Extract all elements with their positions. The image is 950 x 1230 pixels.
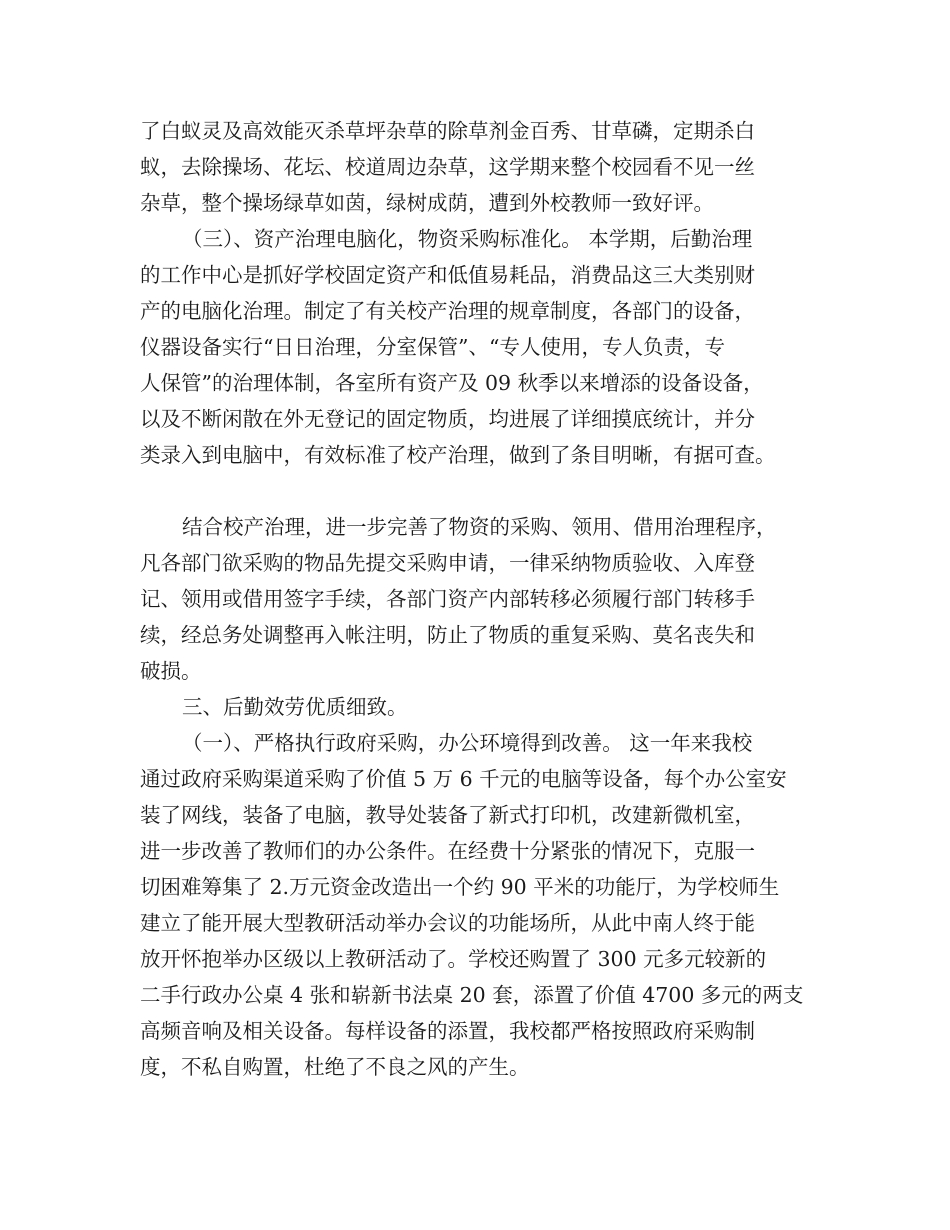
text-line: 了白蚁灵及高效能灭杀草坪杂草的除草剂金百秀、甘草磷，定期杀白 bbox=[140, 119, 755, 143]
text-line: 通过政府采购渠道采购了价值 5 万 6 千元的电脑等设备，每个办公室安 bbox=[140, 767, 787, 791]
text-line: 蚁，去除操场、花坛、校道周边杂草，这学期来整个校园看不见一丝 bbox=[140, 155, 755, 179]
text-line: 续，经总务处调整再入帐注明，防止了物质的重复采购、莫名丧失和 bbox=[140, 623, 755, 647]
text-line: 人保管”的治理体制，各室所有资产及 09 秋季以来增添的设备设备， bbox=[140, 371, 764, 395]
text-line: 产的电脑化治理。制定了有关校产治理的规章制度，各部门的设备， bbox=[140, 299, 755, 323]
text-line: 仪器设备实行“日日治理，分室保管”、“专人使用，专人负责，专 bbox=[140, 335, 725, 359]
text-line: 以及不断闲散在外无登记的固定物质，均进展了详细摸底统计，并分 bbox=[140, 407, 755, 431]
text-line: 放开怀抱举办区级以上教研活动了。学校还购置了 300 元多元较新的 bbox=[140, 947, 767, 971]
text-line: 度，不私自购置，杜绝了不良之风的产生。 bbox=[140, 1055, 530, 1079]
text-line: 切困难筹集了 2.万元资金改造出一个约 90 平米的功能厅，为学校师生 bbox=[140, 875, 780, 899]
paragraph-start: 结合校产治理，进一步完善了物资的采购、领用、借用治理程序， bbox=[182, 515, 777, 539]
document-body bbox=[140, 113, 830, 1085]
text-line: 二手行政办公桌 4 张和崭新书法桌 20 套，添置了价值 4700 多元的两支 bbox=[140, 983, 804, 1007]
text-line: 装了网线，装备了电脑，教导处装备了新式打印机，改建新微机室， bbox=[140, 803, 755, 827]
section-heading-logistics-service: 三、后勤效劳优质细致。 bbox=[182, 695, 408, 719]
text-line: 建立了能开展大型教研活动举办会议的功能场所，从此中南人终于能 bbox=[140, 911, 755, 935]
text-line: 凡各部门欲采购的物品先提交采购申请，一律采纳物质验收、入库登 bbox=[140, 551, 755, 575]
section-heading-asset-management: （三）、资产治理电脑化，物资采购标准化。 本学期，后勤治理 bbox=[182, 227, 753, 251]
text-line: 记、领用或借用签字手续，各部门资产内部转移必须履行部门转移手 bbox=[140, 587, 755, 611]
text-line: 的工作中心是抓好学校固定资产和低值易耗品，消费品这三大类别财 bbox=[140, 263, 755, 287]
text-line: 类录入到电脑中，有效标准了校产治理，做到了条目明晰，有据可查。 bbox=[140, 443, 776, 467]
text-line: 高频音响及相关设备。每样设备的添置，我校都严格按照政府采购制 bbox=[140, 1019, 755, 1043]
text-line: 杂草，整个操场绿草如茵，绿树成荫，遭到外校教师一致好评。 bbox=[140, 191, 714, 215]
text-line: 破损。 bbox=[140, 659, 202, 683]
section-heading-government-procurement: （一）、严格执行政府采购，办公环境得到改善。 这一年来我校 bbox=[182, 731, 753, 755]
text-line: 进一步改善了教师们的办公条件。在经费十分紧张的情况下，克服一 bbox=[140, 839, 755, 863]
